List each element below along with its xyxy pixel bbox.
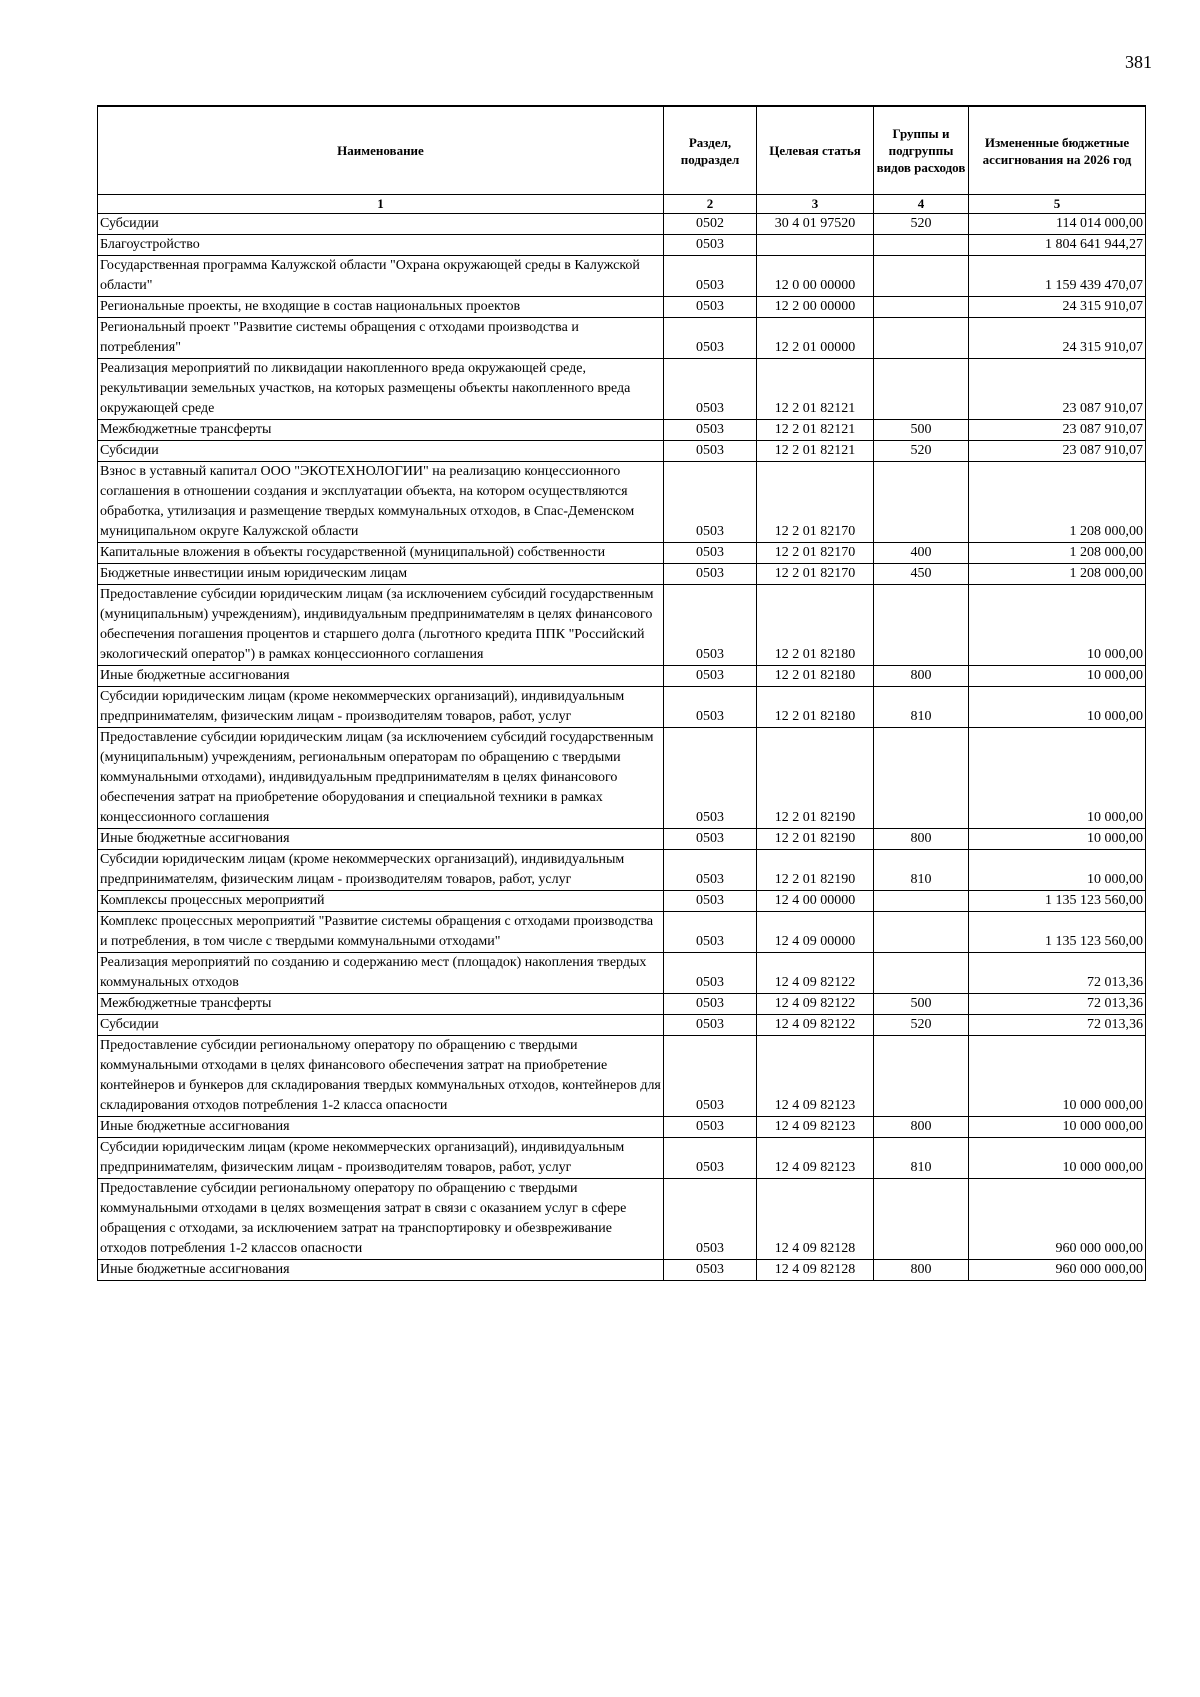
row-amount: 1 208 000,00 [969,462,1146,543]
row-amount: 24 315 910,07 [969,297,1146,318]
header-section: Раздел, подраздел [664,106,757,195]
row-group [874,318,969,359]
row-name: Комплекс процессных мероприятий "Развитие системы обращения с отходами производства и потребления, в том числе с твердыми коммунальными отходами" [98,912,664,953]
row-name: Иные бюджетные ассигнования [98,829,664,850]
column-number: 2 [664,195,757,214]
header-groups: Группы и подгруппы видов расходов [874,106,969,195]
row-section: 0503 [664,994,757,1015]
table-row [98,1036,1146,1117]
row-name: Предоставление субсидии юридическим лицам (за исключением субсидий государственным (муниципальным) учреждениям, региональным операторам по обращению с твердыми коммунальными отходами), индивидуальным предпринимателям в целях финансового обеспечения затрат на приобретение оборудования и специальной техники в рамках концессионного соглашения [98,728,664,829]
row-amount: 23 087 910,07 [969,359,1146,420]
row-section: 0503 [664,420,757,441]
table-row [98,829,1146,850]
row-amount: 10 000 000,00 [969,1036,1146,1117]
table-body [98,214,1146,1281]
row-name: Государственная программа Калужской области "Охрана окружающей среды в Калужской области" [98,256,664,297]
row-group [874,1179,969,1260]
row-target: 12 2 01 82180 [757,687,874,728]
row-name: Благоустройство [98,235,664,256]
row-section: 0503 [664,462,757,543]
table-row [98,214,1146,235]
row-group: 800 [874,1117,969,1138]
row-section: 0503 [664,1138,757,1179]
table-row [98,256,1146,297]
row-section: 0503 [664,235,757,256]
row-amount: 10 000,00 [969,829,1146,850]
row-group: 810 [874,687,969,728]
row-target [757,235,874,256]
row-section: 0503 [664,953,757,994]
row-group: 450 [874,564,969,585]
row-target: 12 4 09 82122 [757,994,874,1015]
column-number: 5 [969,195,1146,214]
row-group [874,256,969,297]
row-group: 520 [874,1015,969,1036]
table-row [98,728,1146,829]
row-name: Предоставление субсидии региональному оператору по обращению с твердыми коммунальными отходами в целях возмещения затрат в связи с оказанием услуг в сфере обращения с отходами, за исключением затрат на транспортировку и обезвреживание отходов потребления 1-2 классов опасности [98,1179,664,1260]
row-amount: 1 804 641 944,27 [969,235,1146,256]
row-name: Региональные проекты, не входящие в состав национальных проектов [98,297,664,318]
row-name: Взнос в уставный капитал ООО "ЭКОТЕХНОЛОГИИ" на реализацию концессионного соглашения в отношении создания и эксплуатации объекта, на котором осуществляются обработка, утилизация и размещение твердых коммунальных отходов, в Спас-Деменском муниципальном округе Калужской области [98,462,664,543]
row-section: 0503 [664,1260,757,1281]
row-group: 500 [874,420,969,441]
row-amount: 10 000,00 [969,728,1146,829]
row-section: 0503 [664,1036,757,1117]
row-name: Иные бюджетные ассигнования [98,1117,664,1138]
table-row [98,543,1146,564]
row-amount: 1 159 439 470,07 [969,256,1146,297]
row-section: 0503 [664,543,757,564]
table-row [98,1015,1146,1036]
row-target: 12 2 01 82190 [757,829,874,850]
row-target: 12 2 01 82121 [757,420,874,441]
row-group [874,953,969,994]
row-target: 12 2 00 00000 [757,297,874,318]
table-row [98,441,1146,462]
table-row [98,1179,1146,1260]
row-group: 810 [874,1138,969,1179]
row-amount: 23 087 910,07 [969,441,1146,462]
row-name: Межбюджетные трансферты [98,994,664,1015]
column-number: 4 [874,195,969,214]
table-row [98,585,1146,666]
row-name: Иные бюджетные ассигнования [98,666,664,687]
table-row [98,687,1146,728]
row-group: 520 [874,441,969,462]
row-name: Субсидии юридическим лицам (кроме некоммерческих организаций), индивидуальным предпринимателям, физическим лицам - производителям товаров, работ, услуг [98,850,664,891]
table-row [98,564,1146,585]
table-row [98,1117,1146,1138]
row-section: 0503 [664,564,757,585]
table-row [98,953,1146,994]
table-row [98,359,1146,420]
row-name: Субсидии юридическим лицам (кроме некоммерческих организаций), индивидуальным предпринимателям, физическим лицам - производителям товаров, работ, услуг [98,687,664,728]
row-group: 800 [874,666,969,687]
row-name: Субсидии [98,441,664,462]
row-name: Иные бюджетные ассигнования [98,1260,664,1281]
row-group: 800 [874,1260,969,1281]
row-amount: 960 000 000,00 [969,1179,1146,1260]
row-amount: 10 000,00 [969,585,1146,666]
table-row [98,297,1146,318]
row-group: 500 [874,994,969,1015]
row-target: 12 2 01 82170 [757,462,874,543]
row-name: Межбюджетные трансферты [98,420,664,441]
row-section: 0503 [664,359,757,420]
row-section: 0503 [664,1179,757,1260]
column-number: 3 [757,195,874,214]
row-name: Реализация мероприятий по ликвидации накопленного вреда окружающей среде, рекультивации земельных участков, на которых размещены объекты накопленного вреда окружающей среде [98,359,664,420]
row-section: 0502 [664,214,757,235]
table-row [98,235,1146,256]
row-amount: 10 000,00 [969,687,1146,728]
row-section: 0503 [664,1015,757,1036]
row-target: 12 2 01 82180 [757,666,874,687]
row-section: 0503 [664,912,757,953]
row-target: 12 4 09 82128 [757,1260,874,1281]
row-target: 12 4 00 00000 [757,891,874,912]
row-name: Региональный проект "Развитие системы обращения с отходами производства и потребления" [98,318,664,359]
row-section: 0503 [664,666,757,687]
table-row [98,891,1146,912]
row-name: Комплексы процессных мероприятий [98,891,664,912]
row-target: 12 2 01 82190 [757,728,874,829]
row-amount: 1 208 000,00 [969,564,1146,585]
table-row [98,912,1146,953]
row-target: 12 2 01 82180 [757,585,874,666]
row-name: Субсидии [98,1015,664,1036]
row-amount: 24 315 910,07 [969,318,1146,359]
row-group [874,1036,969,1117]
row-section: 0503 [664,850,757,891]
table-row [98,318,1146,359]
row-group [874,585,969,666]
row-target: 12 0 00 00000 [757,256,874,297]
table-row [98,462,1146,543]
row-group [874,891,969,912]
row-group [874,728,969,829]
row-section: 0503 [664,297,757,318]
row-section: 0503 [664,441,757,462]
row-amount: 114 014 000,00 [969,214,1146,235]
table-row [98,666,1146,687]
table-row [98,1260,1146,1281]
header-target: Целевая статья [757,106,874,195]
page-number: 381 [1125,52,1152,72]
row-section: 0503 [664,728,757,829]
row-target: 12 4 09 82122 [757,953,874,994]
row-target: 12 2 01 82170 [757,543,874,564]
row-section: 0503 [664,1117,757,1138]
row-name: Капитальные вложения в объекты государственной (муниципальной) собственности [98,543,664,564]
row-name: Предоставление субсидии региональному оператору по обращению с твердыми коммунальными отходами в целях финансового обеспечения затрат на приобретение контейнеров и бункеров для складирования твердых коммунальных отходов, контейнеров для складирования отходов потребления 1-2 класса опасности [98,1036,664,1117]
row-amount: 1 208 000,00 [969,543,1146,564]
row-name: Субсидии юридическим лицам (кроме некоммерческих организаций), индивидуальным предпринимателям, физическим лицам - производителям товаров, работ, услуг [98,1138,664,1179]
row-name: Субсидии [98,214,664,235]
header-amount: Измененные бюджетные ассигнования на 2026 год [969,106,1146,195]
row-target: 12 2 01 00000 [757,318,874,359]
row-group [874,462,969,543]
row-target: 12 4 09 82123 [757,1138,874,1179]
row-target: 12 4 09 82123 [757,1117,874,1138]
row-group [874,912,969,953]
row-amount: 10 000 000,00 [969,1117,1146,1138]
row-target: 12 2 01 82170 [757,564,874,585]
table-row [98,850,1146,891]
row-amount: 10 000,00 [969,666,1146,687]
row-amount: 23 087 910,07 [969,420,1146,441]
row-section: 0503 [664,585,757,666]
row-group: 400 [874,543,969,564]
row-target: 12 4 09 82123 [757,1036,874,1117]
row-target: 12 2 01 82121 [757,441,874,462]
row-name: Бюджетные инвестиции иным юридическим лицам [98,564,664,585]
row-target: 12 4 09 00000 [757,912,874,953]
header-name: Наименование [98,106,664,195]
row-group: 810 [874,850,969,891]
row-amount: 1 135 123 560,00 [969,891,1146,912]
table-row [98,1138,1146,1179]
row-name: Предоставление субсидии юридическим лицам (за исключением субсидий государственным (муниципальным) учреждениям), индивидуальным предпринимателям в целях финансового обеспечения погашения процентов и старшего долга (льготного кредита ППК "Российский экологический оператор") в рамках концессионного соглашения [98,585,664,666]
row-group [874,359,969,420]
row-amount: 72 013,36 [969,994,1146,1015]
row-amount: 72 013,36 [969,953,1146,994]
row-amount: 960 000 000,00 [969,1260,1146,1281]
row-group: 800 [874,829,969,850]
row-amount: 10 000 000,00 [969,1138,1146,1179]
row-group: 520 [874,214,969,235]
budget-table [97,105,1146,1281]
row-section: 0503 [664,891,757,912]
row-amount: 10 000,00 [969,850,1146,891]
table-row [98,994,1146,1015]
row-section: 0503 [664,318,757,359]
row-name: Реализация мероприятий по созданию и содержанию мест (площадок) накопления твердых коммунальных отходов [98,953,664,994]
row-section: 0503 [664,829,757,850]
row-group [874,235,969,256]
row-amount: 72 013,36 [969,1015,1146,1036]
row-amount: 1 135 123 560,00 [969,912,1146,953]
row-target: 12 2 01 82190 [757,850,874,891]
table-row [98,420,1146,441]
row-target: 12 4 09 82128 [757,1179,874,1260]
row-target: 12 2 01 82121 [757,359,874,420]
row-group [874,297,969,318]
row-target: 30 4 01 97520 [757,214,874,235]
row-target: 12 4 09 82122 [757,1015,874,1036]
row-section: 0503 [664,256,757,297]
column-number: 1 [98,195,664,214]
row-section: 0503 [664,687,757,728]
